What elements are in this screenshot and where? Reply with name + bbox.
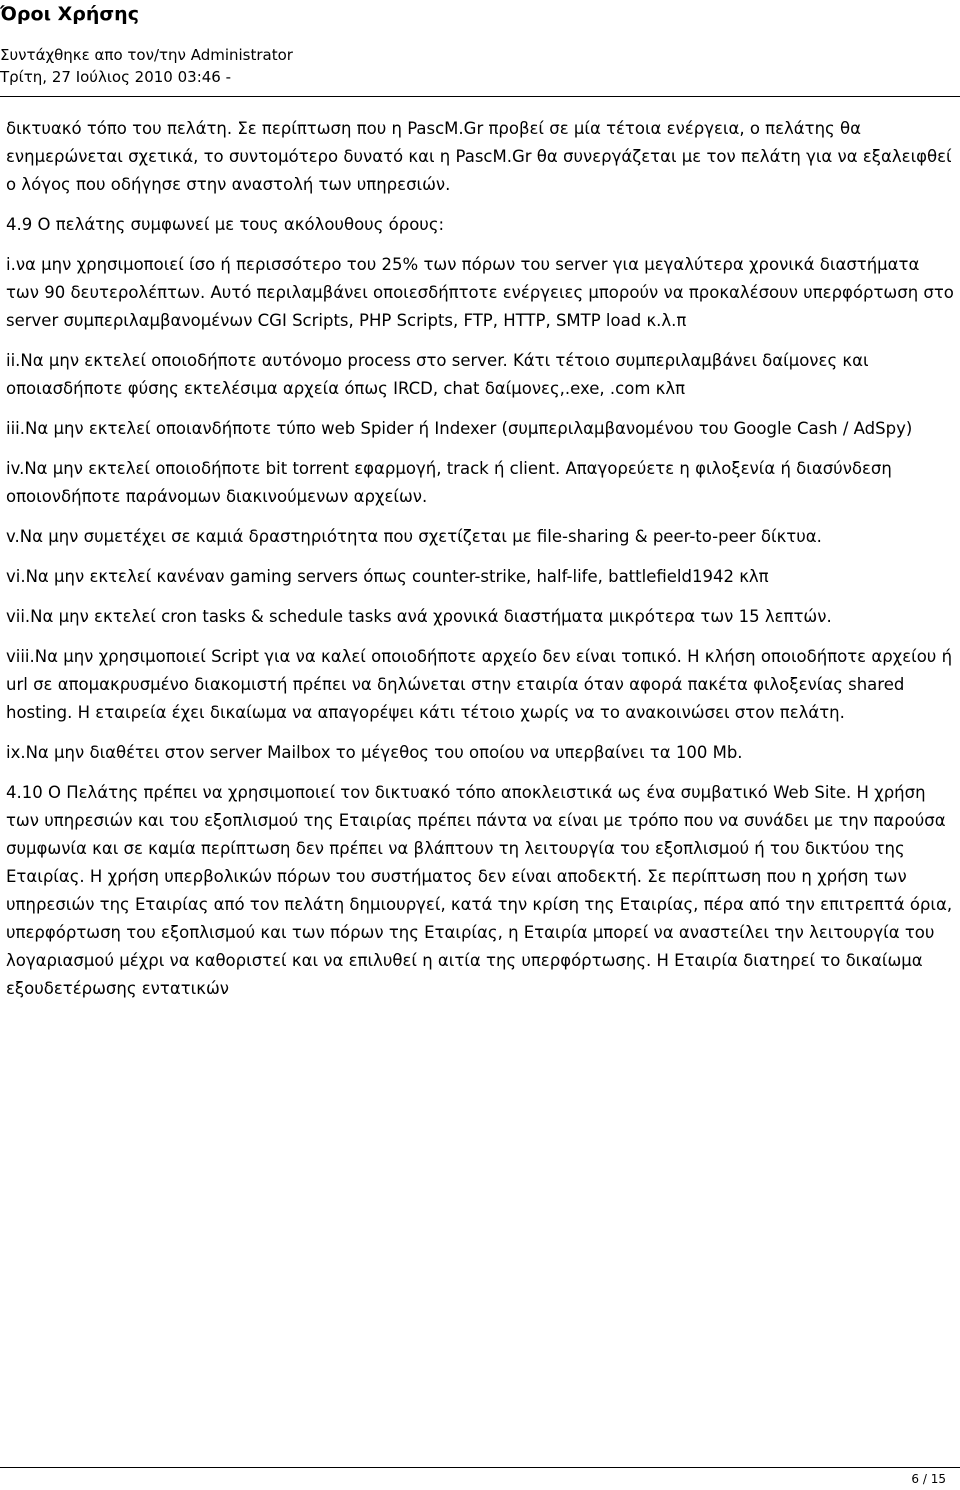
paragraph: δικτυακό τόπο του πελάτη. Σε περίπτωση που η PascM.Gr προβεί σε μία τέτοια ενέργεια, ο πελάτης θα ενημερώνεται σχετικά, το συντομότερο δυνατό και η PascM.Gr θα συνεργάζεται με τον πελάτη για να εξαλειφθεί ο λόγος που οδήγησε στην αναστολή των υπηρεσιών.	[6, 119, 952, 194]
paragraph: 4.10 Ο Πελάτης πρέπει να χρησιμοποιεί τον δικτυακό τόπο αποκλειστικά ως ένα συμβατικό Web Site. Η χρήση των υπηρεσιών και του εξοπλισμού της Εταιρίας πρέπει πάντα να είναι με τρόπο που να συνάδει με την παρούσα συμφωνία και σε καμία περίπτωση δεν πρέπει να βλάπτουν τη λειτουργία του εξοπλισμού ή του δικτύου της Εταιρίας. Η χρήση υπερβολικών πόρων του συστήματος δεν είναι αποδεκτή. Σε περίπτωση που η χρήση των υπηρεσιών της Εταιρίας από τον πελάτη δημιουργεί, κατά την κρίση της Εταιρίας, πέρα από την επιτρεπτά όρια, υπερφόρτωση του εξοπλισμού και των πόρων της Εταιρίας, η Εταιρία μπορεί να αναστείλει την λειτουργία του λογαριασμού μέχρι να καθοριστεί και να επιλυθεί η αιτία της υπερφόρτωσης. Η Εταιρία διατηρεί το δικαίωμα εξουδετέρωσης εντατικών	[6, 783, 953, 998]
paragraph: iii.Να μην εκτελεί οποιανδήποτε τύπο web Spider ή Indexer (συμπεριλαμβανομένου του Google Cash / AdSpy)	[6, 419, 913, 438]
paragraph: iv.Να μην εκτελεί οποιοδήποτε bit torrent εφαρμογή, track ή client. Απαγορεύετε η φιλοξενία ή διασύνδεση οποιονδήποτε παράνομων διακινούμενων αρχείων.	[6, 459, 892, 506]
date-line: Τρίτη, 27 Ιούλιος 2010 03:46 -	[0, 68, 232, 86]
author-line: Συντάχθηκε απο τον/την Administrator	[0, 46, 293, 64]
document-body	[6, 115, 956, 1015]
paragraph: ix.Να μην διαθέτει στον server Mailbox το μέγεθος του οποίου να υπερβαίνει τα 100 Mb.	[6, 743, 743, 762]
header-divider	[0, 96, 960, 97]
paragraph: vii.Να μην εκτελεί cron tasks & schedule tasks ανά χρονικά διαστήματα μικρότερα των 15 λεπτών.	[6, 607, 832, 626]
paragraph: v.Να μην συμετέχει σε καμιά δραστηριότητα που σχετίζεται με file-sharing & peer-to-peer δίκτυα.	[6, 527, 822, 546]
paragraph: ii.Να μην εκτελεί οποιοδήποτε αυτόνομο process στο server. Κάτι τέτοιο συμπεριλαμβάνει δαίμονες και οποιασδήποτε φύσης εκτελέσιμα αρχεία όπως IRCD, chat δαίμονες,.exe, .com κλπ	[6, 351, 869, 398]
page-title: Όροι Χρήσης	[0, 3, 139, 25]
paragraph: i.να μην χρησιμοποιεί ίσο ή περισσότερο του 25% των πόρων του server για μεγαλύτερα χρονικά διαστήματα των 90 δευτερολέπτων. Αυτό περιλαμβάνει οποιεσδήπτοτε ενέργειες μπορούν να προκαλέσουν υπερφόρτωση στο server συμπεριλαμβανομένων CGI Scripts, PHP Scripts, FTP, HTTP, SMTP load κ.λ.π	[6, 255, 954, 330]
paragraph: viii.Να μην χρησιμοποιεί Script για να καλεί οποιοδήποτε αρχείο δεν είναι τοπικό. Η κλήση οποιοδήποτε αρχείου ή url σε απομακρυσμένο διακομιστή πρέπει να δηλώνεται στην εταιρία όταν αφορά πακέτα φιλοξενίας shared hosting. Η εταιρεία έχει δικαίωμα να απαγορέψει κάτι τέτοιο χωρίς να το ανακοινώσει στον πελάτη.	[6, 647, 953, 722]
paragraph: vi.Να μην εκτελεί κανέναν gaming servers όπως counter-strike, half-life, battlefield1942 κλπ	[6, 567, 769, 586]
paragraph: 4.9 Ο πελάτης συμφωνεί με τους ακόλουθους όρους:	[6, 215, 445, 234]
page-number: 6 / 15	[911, 1472, 946, 1486]
footer-divider	[0, 1467, 960, 1468]
article-meta	[0, 44, 293, 88]
